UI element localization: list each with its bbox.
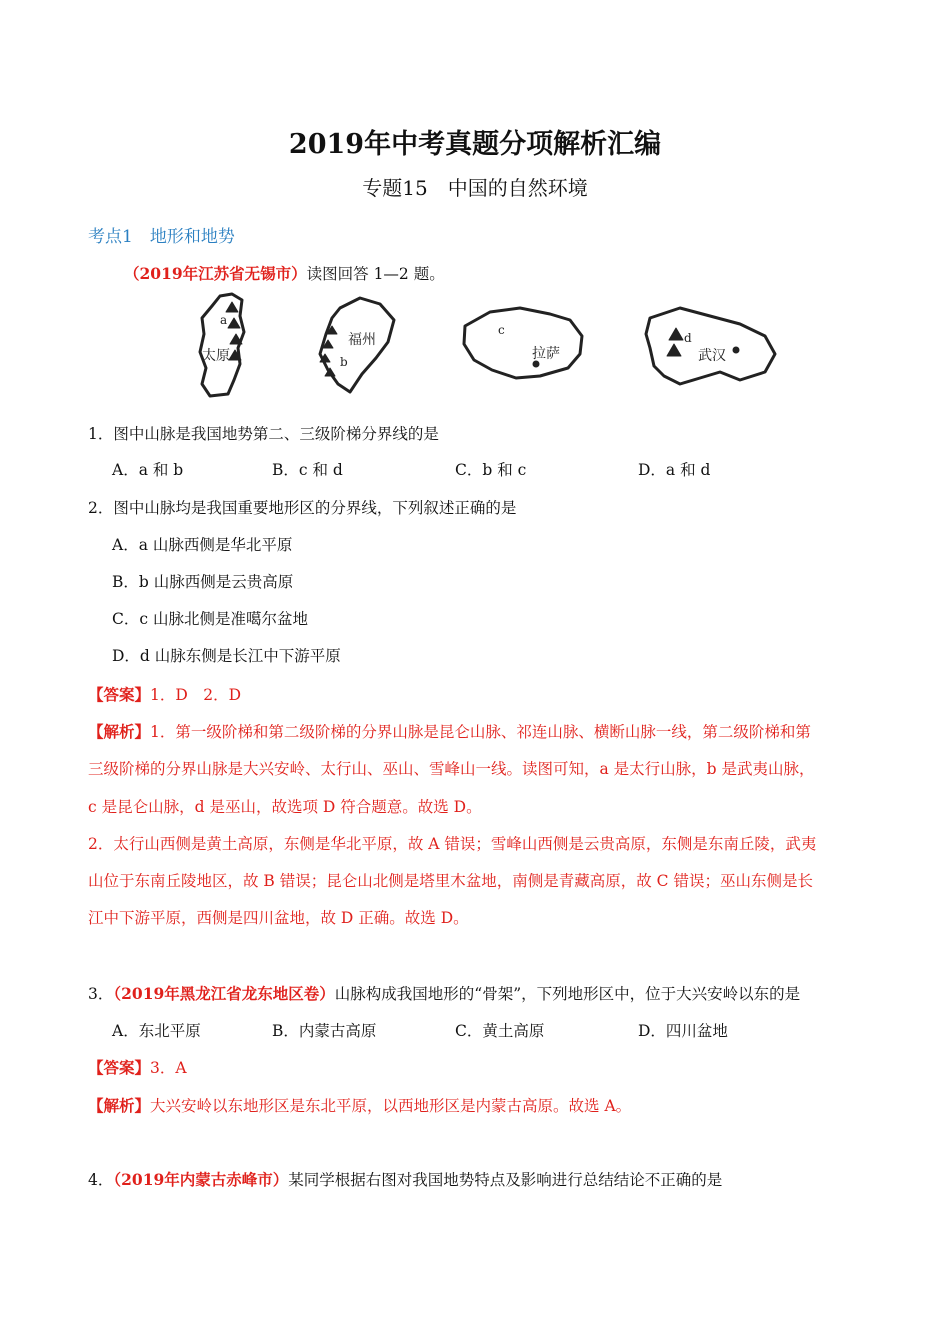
q3-stem-text: 山脉构成我国地形的“骨架”，下列地形区中，位于大兴安岭以东的是 (334, 985, 801, 1003)
q12-analysis-line-2: 三级阶梯的分界山脉是大兴安岭、太行山、巫山、雪峰山一线。读图可知，a 是太行山脉，b 是武夷山脉， (88, 760, 815, 778)
map1-label-city: 太原 (202, 348, 230, 364)
map-shanxi (200, 294, 244, 396)
q4-source: （2019年内蒙古赤峰市） (113, 1170, 289, 1189)
q12-analysis-line-1 (88, 720, 811, 742)
q12-analysis-line-6: 江中下游平原，西侧是四川盆地，故 D 正确。故选 D。 (88, 909, 469, 927)
map4-label-d: d (684, 331, 692, 345)
map2-label-b: b (340, 355, 348, 369)
q1-option-d: D．a 和 d (638, 461, 711, 479)
map3-label-city: 拉萨 (532, 346, 560, 362)
answer-tag: 【答案】 (88, 685, 151, 704)
q4-num: 4． (88, 1171, 114, 1189)
q3-analysis (88, 1094, 631, 1116)
q3-option-a: A．东北平原 (112, 1022, 201, 1040)
province-maps-figure (180, 288, 780, 403)
page-title: 2019年中考真题分项解析汇编 (288, 129, 662, 160)
q3-stem (88, 982, 800, 1004)
q12-answer (88, 683, 241, 705)
q12-analysis-line-3: c 是昆仑山脉，d 是巫山，故选项 D 符合题意。故选 D。 (88, 798, 482, 816)
q3-source: （2019年黑龙江省龙东地区卷） (113, 984, 335, 1003)
q2-option-c: C．c 山脉北侧是准噶尔盆地 (112, 610, 308, 628)
q2-option-d: D．d 山脉东侧是长江中下游平原 (112, 647, 341, 665)
map-tibet (464, 308, 582, 378)
analysis-text: 大兴安岭以东地形区是东北平原，以西地形区是内蒙古高原。故选 A。 (150, 1097, 632, 1115)
q3-option-b: B．内蒙古高原 (272, 1022, 377, 1040)
q1-option-c: C．b 和 c (455, 461, 527, 479)
q4-stem (88, 1168, 722, 1190)
q2-option-a: A．a 山脉西侧是华北平原 (112, 536, 293, 554)
map1-label-a: a (220, 313, 228, 327)
q1-stem: 1．图中山脉是我国地势第二、三级阶梯分界线的是 (88, 425, 439, 443)
q4-stem-text: 某同学根据右图对我国地势特点及影响进行总结结论不正确的是 (288, 1171, 723, 1189)
q3-answer (88, 1056, 187, 1078)
q1-option-b: B．c 和 d (272, 461, 343, 479)
analysis-tag: 【解析】 (88, 1096, 151, 1115)
answer-text: 1．D 2．D (150, 686, 242, 704)
q12-analysis-line-5: 山位于东南丘陵地区，故 B 错误；昆仑山北侧是塔里木盆地，南侧是青藏高原，故 C 错误；巫山东侧是长 (88, 872, 813, 890)
q12-source: （2019年江苏省无锡市） (124, 264, 307, 283)
q12-analysis-line-4: 2．太行山西侧是黄土高原，东侧是华北平原，故 A 错误；雪峰山西侧是云贵高原，东侧是东南丘陵，武夷 (88, 835, 817, 853)
q12-prompt: 读图回答 1—2 题。 (306, 265, 445, 283)
q2-stem: 2．图中山脉均是我国重要地形区的分界线，下列叙述正确的是 (88, 499, 517, 517)
q2-option-b: B．b 山脉西侧是云贵高原 (112, 573, 294, 591)
q12-intro (124, 262, 445, 284)
q3-num: 3． (88, 985, 114, 1003)
answer-text: 3．A (150, 1059, 187, 1077)
map-hubei (646, 308, 775, 384)
analysis-tag: 【解析】 (88, 722, 151, 741)
page-subtitle: 专题15 中国的自然环境 (362, 176, 588, 200)
q1-option-a: A．a 和 b (112, 461, 184, 479)
q3-option-c: C．黄土高原 (455, 1022, 545, 1040)
section-heading: 考点1 地形和地势 (88, 227, 235, 247)
answer-tag: 【答案】 (88, 1058, 151, 1077)
q3-option-d: D．四川盆地 (638, 1022, 728, 1040)
map4-label-city: 武汉 (698, 348, 726, 364)
map3-label-c: c (498, 323, 505, 337)
map2-label-city: 福州 (348, 332, 376, 348)
analysis-text: 1．第一级阶梯和第二级阶梯的分界山脉是昆仑山脉、祁连山脉、横断山脉一线，第二级阶梯和第 (150, 723, 811, 741)
